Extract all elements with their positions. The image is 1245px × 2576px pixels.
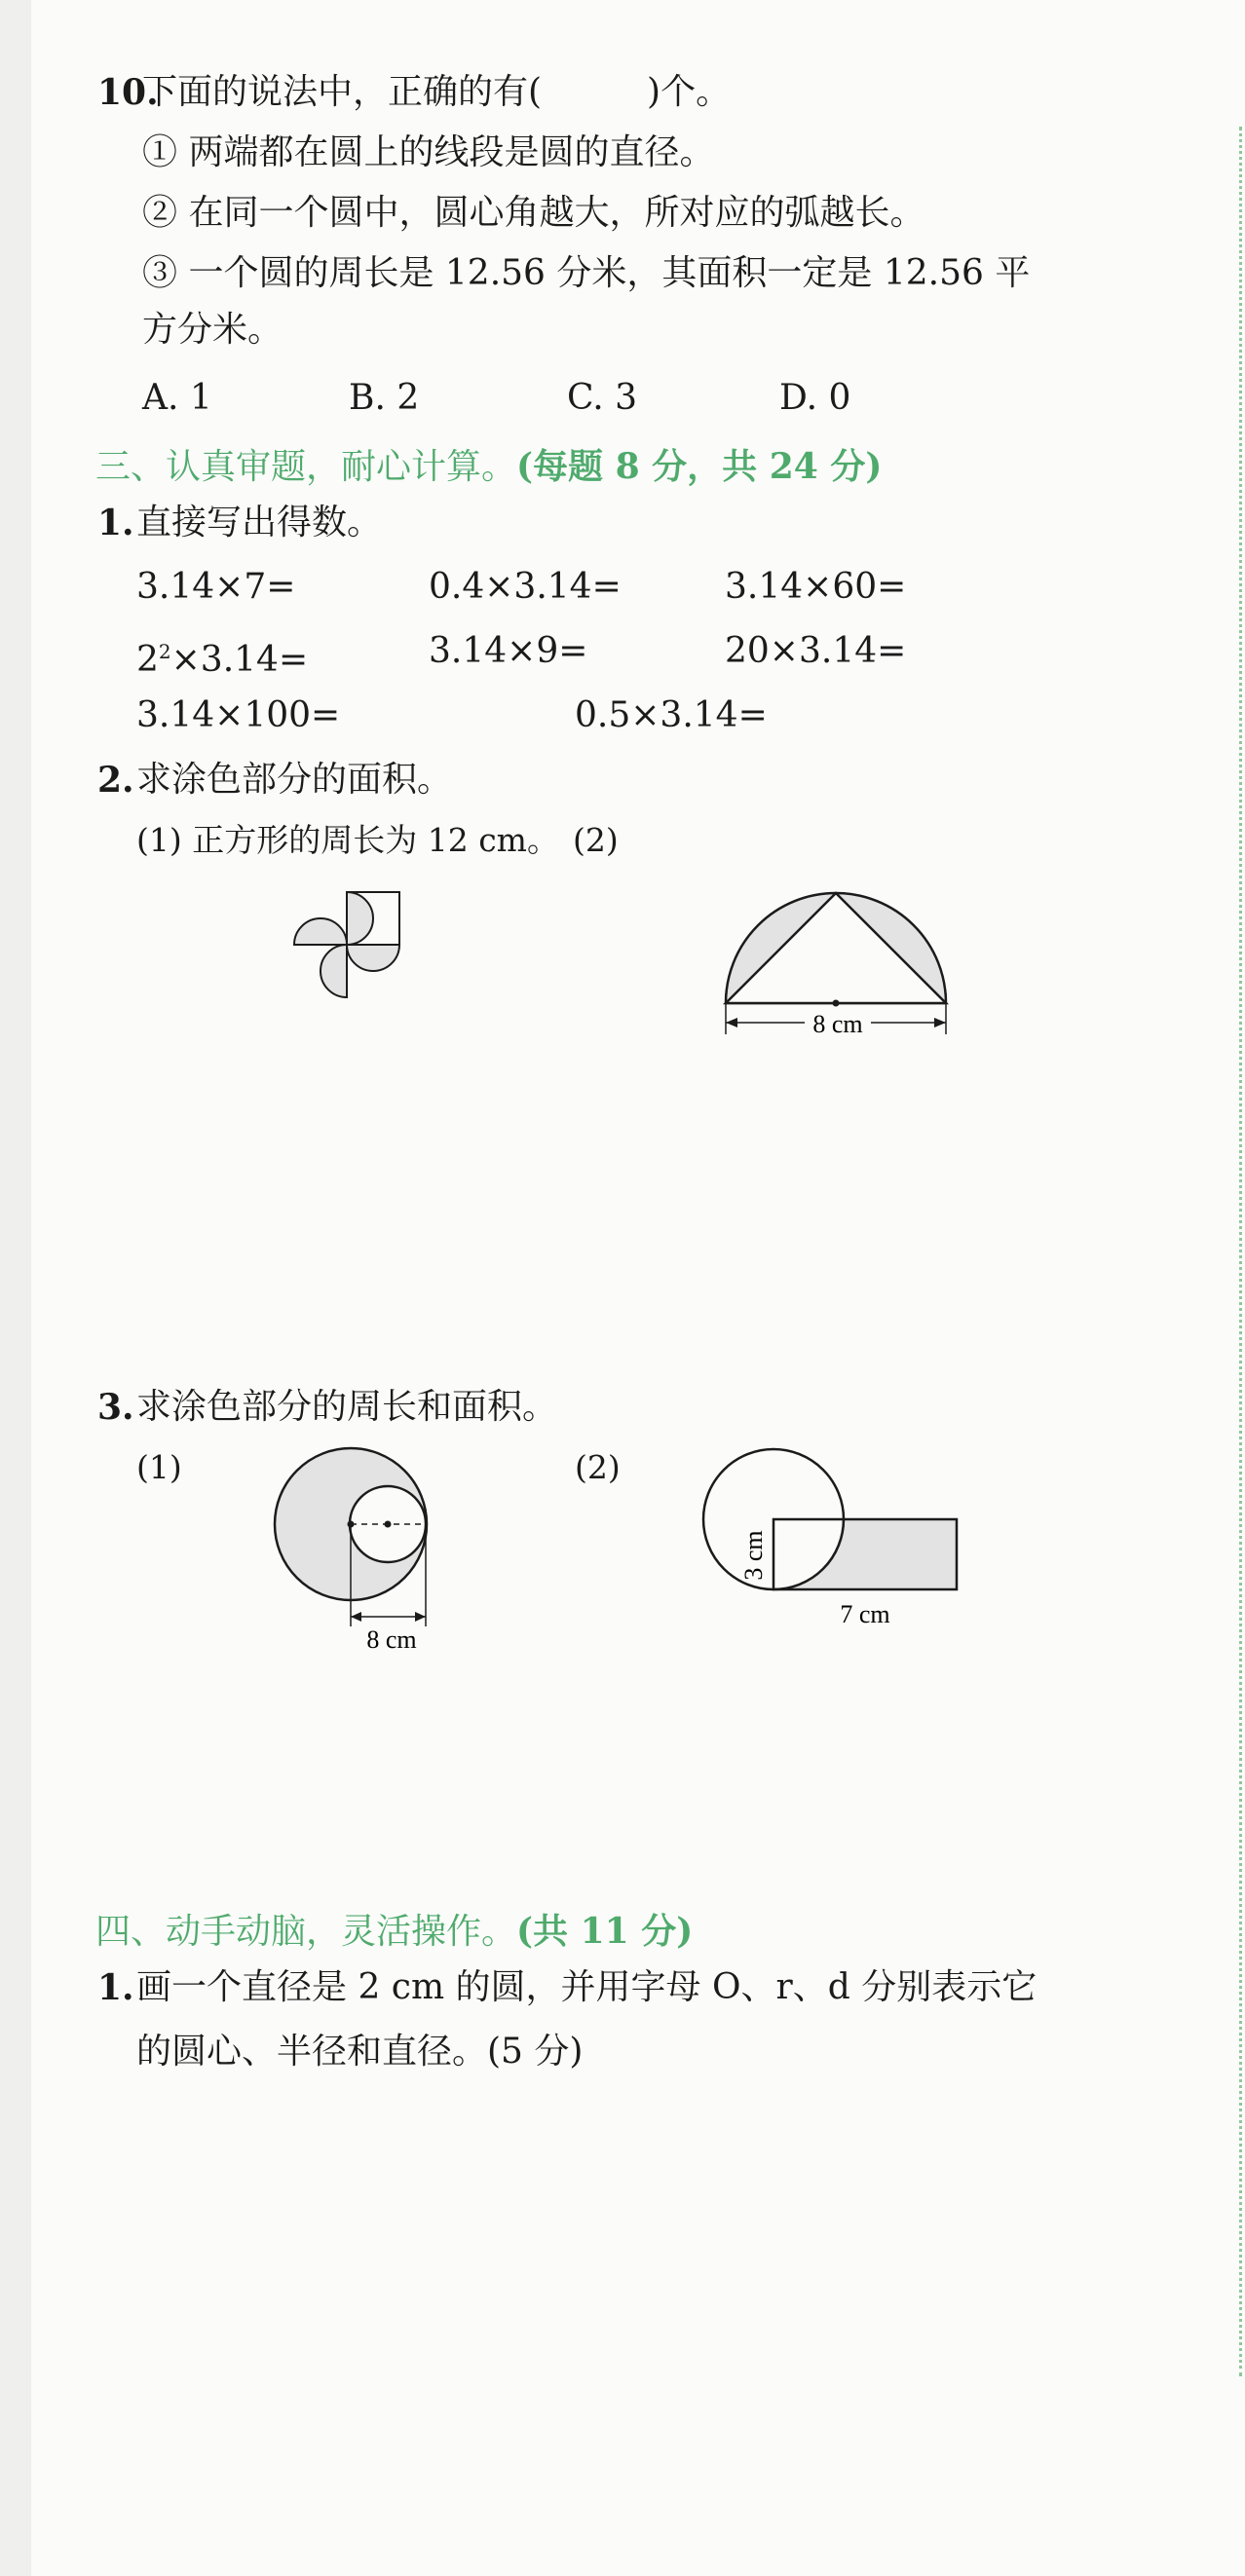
calc-expr-power [136, 629, 308, 683]
section4-score-note: (共 11 分) [516, 1911, 694, 1952]
q10-option-d[interactable]: D. 0 [779, 378, 851, 418]
q10-statement-2: ② 在同一个圆中，圆心角越大，所对应的弧越长。 [142, 193, 925, 233]
q10-stem: 下面的说法中，正确的有( )个。 [142, 72, 732, 112]
s3-q2-number: 2. [97, 760, 134, 801]
s4-q1-line1: 画一个直径是 2 cm 的圆，并用字母 O、r、d 分别表示它 [136, 1967, 1038, 2007]
section3-score-note: (每题 8 分，共 24 分) [516, 446, 883, 487]
q10-number: 10. [97, 72, 159, 113]
power-exponent: 2 [158, 640, 171, 663]
calc-expr: 20×3.14= [725, 631, 907, 671]
q10-option-b[interactable]: B. 2 [349, 378, 420, 418]
circles-figure [271, 1441, 466, 1656]
s3-q3-sub2: (2) [575, 1448, 621, 1486]
calc-expr: 3.14×100= [136, 695, 341, 735]
rect-height-label: 3 cm [739, 1530, 768, 1581]
semicircle-triangle-figure [711, 877, 964, 1052]
q10-option-c[interactable]: C. 3 [567, 378, 638, 418]
calc-expr: 0.4×3.14= [429, 567, 622, 607]
margin-dotted-line [1239, 127, 1242, 2376]
s3-q3-number: 3. [97, 1387, 134, 1428]
s4-q1-number: 1. [97, 1967, 134, 2008]
calc-expr: 0.5×3.14= [575, 695, 768, 735]
calc-expr: 3.14×60= [725, 567, 907, 607]
s4-q1-line2: 的圆心、半径和直径。(5 分) [136, 2032, 584, 2072]
pinwheel-figure [292, 867, 448, 1023]
circles-label: 8 cm [366, 1625, 417, 1654]
worksheet-page [31, 0, 1245, 2576]
s3-q1-number: 1. [97, 503, 134, 543]
s3-q3-sub1: (1) [136, 1448, 182, 1486]
section3-title [95, 444, 882, 490]
power-rest: ×3.14= [170, 640, 309, 680]
s3-q3-text: 求涂色部分的周长和面积。 [136, 1387, 558, 1427]
q10-statement-1: ① 两端都在圆上的线段是圆的直径。 [142, 132, 715, 172]
section4-heading: 四、动手动脑，灵活操作。 [95, 1912, 517, 1952]
section3-heading: 三、认真审题，耐心计算。 [95, 447, 517, 487]
circle-rectangle-figure [701, 1441, 994, 1656]
power-base: 2 [136, 640, 159, 680]
q10-statement-3-cont: 方分米。 [142, 310, 283, 350]
semicircle-diameter-label: 8 cm [812, 1010, 863, 1038]
section4-title [95, 1909, 693, 1955]
q10-option-a[interactable]: A. 1 [142, 378, 212, 418]
s3-q1-text: 直接写出得数。 [136, 503, 383, 542]
calc-expr: 3.14×9= [429, 631, 588, 671]
rect-width-label: 7 cm [840, 1600, 890, 1628]
calc-expr: 3.14×7= [136, 567, 296, 607]
s3-q2-text: 求涂色部分的面积。 [136, 760, 453, 800]
s3-q2-sub1: (1) 正方形的周长为 12 cm。 [136, 821, 559, 859]
s3-q2-sub2: (2) [573, 821, 619, 859]
q10-statement-3: ③ 一个圆的周长是 12.56 分米，其面积一定是 12.56 平 [142, 253, 1031, 293]
